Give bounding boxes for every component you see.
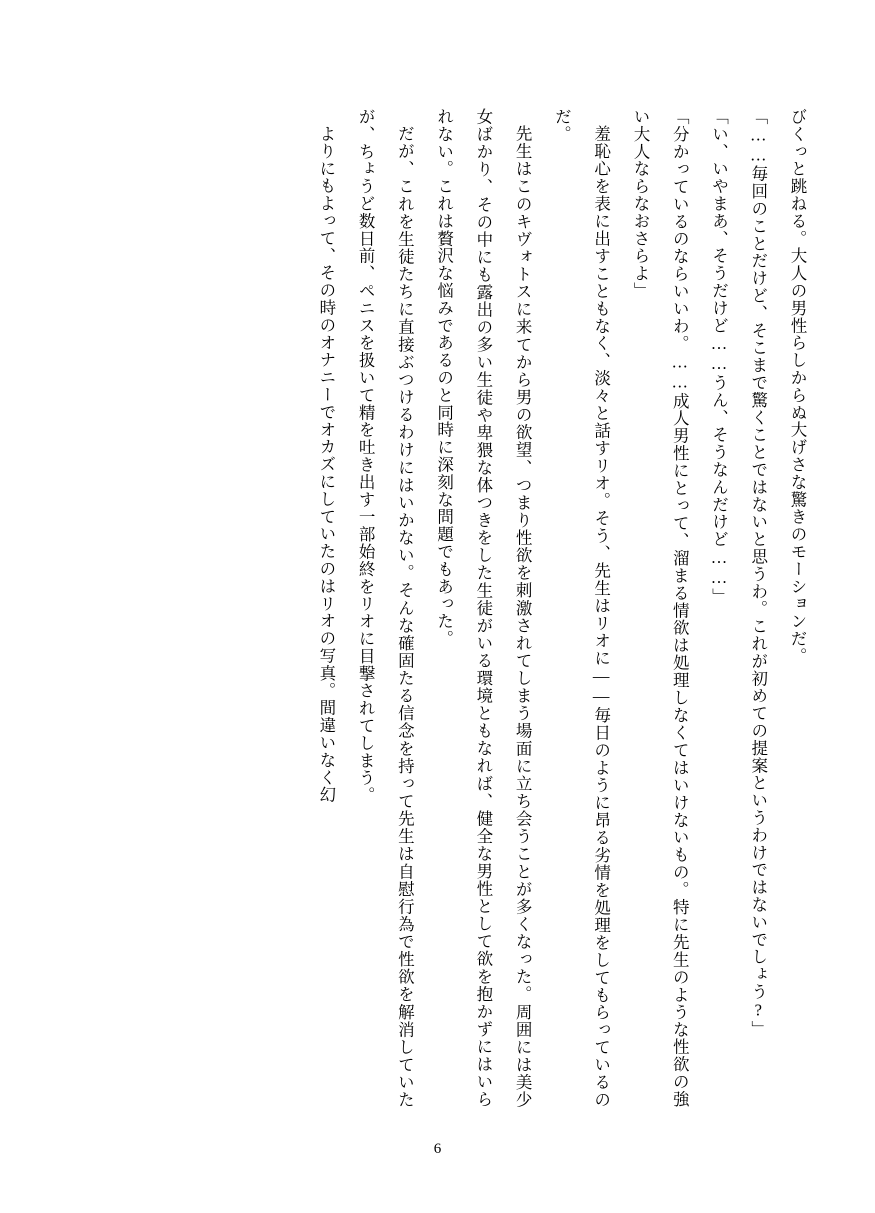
paragraph: 「……毎回のことだけど、そこまで驚くことではないと思うわ。これが初めての提案というわけではないでしょう?」 xyxy=(748,108,768,1038)
paragraph: びくっと跳ねる。大人の男性らしからぬ大げさな驚きのモーションだ。 xyxy=(788,108,807,665)
page-number: 6 xyxy=(433,1141,442,1157)
paragraph: 「分かっているのならいいわ。……成人男性にとって、溜まる情欲は処理しなくてはいけないもの。特に先生のような性欲の強い大人ならなおさらよ」 xyxy=(630,108,690,1108)
paragraph: だが、これを生徒たちに直接ぶつけるわけにはいかない。そんな確固たる信念を持って先生は自慰行為で性欲を解消していたが、ちょうど数日前、ペニスを扱いて精を吐き出す一部始終をリオに目撃されてしまう。 xyxy=(356,108,415,1108)
page-body-text xyxy=(57,108,817,1108)
paragraph: 先生はこのキヴォトスに来てから男の欲望、つまり性欲を刺激されてしまう場面に立ち会うことが多くなった。周囲には美少女ばかり、その中にも露出の多い生徒や卑猥な体つきをした生徒がいる環境ともなれば、健全な男性として欲を抱かずにはいられない。これは贅沢な悩みであるのと同時に深刻な問題でもあった。 xyxy=(434,108,533,1108)
paragraph: 「い、いやまあ、そうだけど……うん、そうなんだけど……」 xyxy=(709,108,729,606)
paragraph: よりにもよって、その時のオナニーでオカズにしていたのはリオの写真。間違いなく幻 xyxy=(316,124,336,804)
paragraph: 羞恥心を表に出すこともなく、淡々と話すリオ。そう、先生はリオに――毎日のように昂る劣情を処理をしてもらっているのだ。 xyxy=(552,108,611,1108)
